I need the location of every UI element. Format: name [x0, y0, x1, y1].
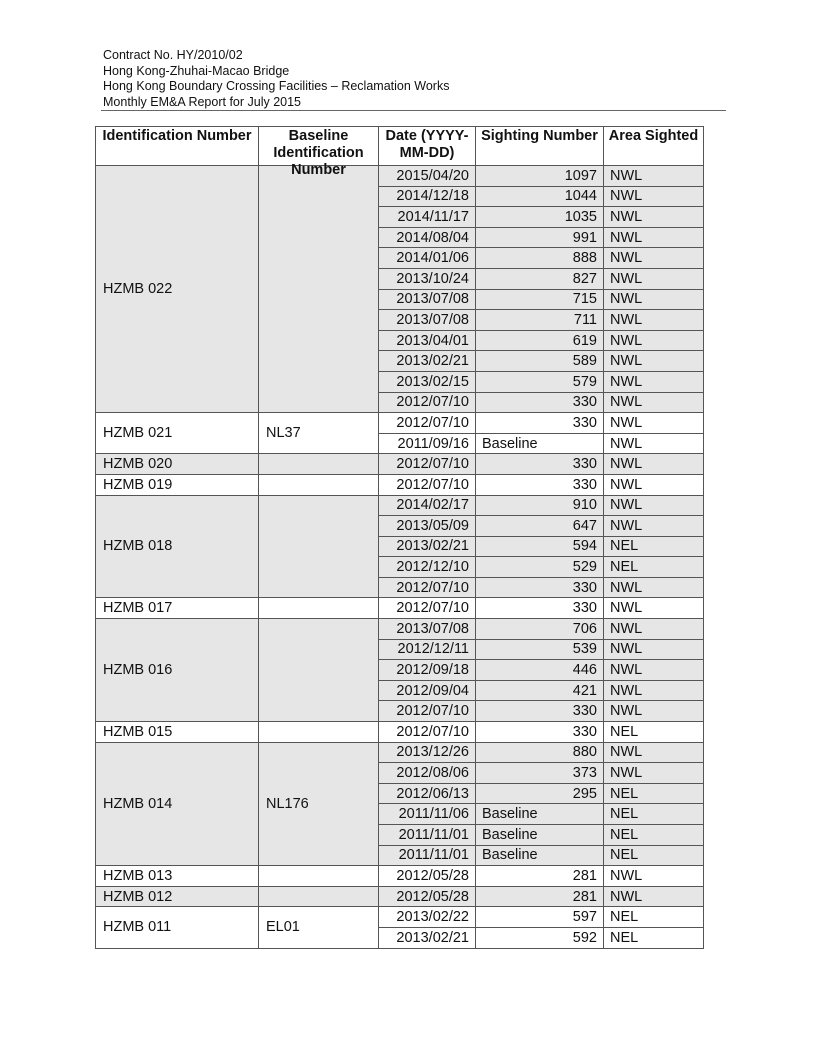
sighting-number-cell: 991 [476, 227, 604, 248]
sighting-number-cell: 647 [476, 516, 604, 537]
date-cell: 2011/11/06 [379, 804, 476, 825]
identification-number-cell: HZMB 015 [96, 722, 259, 743]
date-cell: 2013/05/09 [379, 516, 476, 537]
table-row [96, 413, 704, 434]
area-sighted-cell: NWL [604, 371, 704, 392]
area-sighted-cell: NWL [604, 474, 704, 495]
date-cell: 2012/07/10 [379, 413, 476, 434]
date-cell: 2014/01/06 [379, 248, 476, 269]
date-cell: 2012/07/10 [379, 722, 476, 743]
area-sighted-cell: NWL [604, 433, 704, 454]
identification-number-cell: HZMB 016 [96, 619, 259, 722]
area-sighted-cell: NWL [604, 495, 704, 516]
header-report-line: Monthly EM&A Report for July 2015 [103, 94, 302, 109]
table-row [96, 907, 704, 928]
date-cell: 2012/09/18 [379, 660, 476, 681]
table-row [96, 474, 704, 495]
area-sighted-cell: NWL [604, 268, 704, 289]
area-sighted-cell: NWL [604, 248, 704, 269]
date-cell: 2012/07/10 [379, 701, 476, 722]
date-cell: 2013/02/21 [379, 536, 476, 557]
area-sighted-cell: NWL [604, 742, 704, 763]
sighting-number-cell: 330 [476, 392, 604, 413]
baseline-identification-cell [259, 722, 379, 743]
area-sighted-cell: NEL [604, 907, 704, 928]
area-sighted-cell: NWL [604, 207, 704, 228]
table-row [96, 722, 704, 743]
baseline-identification-cell: NL37 [259, 413, 379, 454]
sighting-number-cell: 281 [476, 866, 604, 887]
sighting-number-cell: Baseline [476, 804, 604, 825]
sighting-number-cell: 330 [476, 413, 604, 434]
column-header-area-sighted: Area Sighted [604, 127, 704, 166]
table-row [96, 598, 704, 619]
date-cell: 2012/05/28 [379, 886, 476, 907]
date-cell: 2011/09/16 [379, 433, 476, 454]
sighting-number-cell: 330 [476, 474, 604, 495]
sighting-number-cell: 827 [476, 268, 604, 289]
sighting-number-cell: 330 [476, 577, 604, 598]
identification-number-cell: HZMB 020 [96, 454, 259, 475]
area-sighted-cell: NEL [604, 536, 704, 557]
column-header-baseline-identification: Baseline Identification Number [259, 127, 379, 166]
document-header [103, 48, 449, 110]
table-row [96, 495, 704, 516]
date-cell: 2013/12/26 [379, 742, 476, 763]
date-cell: 2011/11/01 [379, 825, 476, 846]
sighting-number-cell: 597 [476, 907, 604, 928]
date-cell: 2012/06/13 [379, 783, 476, 804]
area-sighted-cell: NWL [604, 866, 704, 887]
area-sighted-cell: NEL [604, 804, 704, 825]
date-cell: 2013/02/22 [379, 907, 476, 928]
area-sighted-cell: NEL [604, 557, 704, 578]
sighting-number-cell: 715 [476, 289, 604, 310]
area-sighted-cell: NWL [604, 289, 704, 310]
area-sighted-cell: NWL [604, 886, 704, 907]
table-row [96, 454, 704, 475]
identification-number-cell: HZMB 019 [96, 474, 259, 495]
sighting-number-cell: 330 [476, 722, 604, 743]
area-sighted-cell: NWL [604, 186, 704, 207]
date-cell: 2013/02/21 [379, 927, 476, 948]
date-cell: 2012/05/28 [379, 866, 476, 887]
baseline-identification-cell [259, 886, 379, 907]
area-sighted-cell: NWL [604, 680, 704, 701]
sighting-number-cell: 330 [476, 598, 604, 619]
table-row [96, 886, 704, 907]
baseline-identification-cell [259, 454, 379, 475]
area-sighted-cell: NWL [604, 660, 704, 681]
date-cell: 2012/08/06 [379, 763, 476, 784]
area-sighted-cell: NWL [604, 701, 704, 722]
sighting-number-cell: 1044 [476, 186, 604, 207]
area-sighted-cell: NWL [604, 392, 704, 413]
column-header-identification-number: Identification Number [96, 127, 259, 166]
baseline-identification-cell [259, 474, 379, 495]
date-cell: 2014/12/18 [379, 186, 476, 207]
sighting-number-cell: 888 [476, 248, 604, 269]
identification-number-cell: HZMB 022 [96, 166, 259, 413]
date-cell: 2012/09/04 [379, 680, 476, 701]
baseline-identification-cell: NL176 [259, 742, 379, 866]
date-cell: 2013/07/08 [379, 619, 476, 640]
sighting-number-cell: 529 [476, 557, 604, 578]
area-sighted-cell: NWL [604, 619, 704, 640]
sighting-number-cell: 706 [476, 619, 604, 640]
identification-number-cell: HZMB 013 [96, 866, 259, 887]
column-header-date: Date (YYYY-MM-DD) [379, 127, 476, 166]
area-sighted-cell: NEL [604, 845, 704, 866]
sighting-number-cell: 330 [476, 454, 604, 475]
sighting-number-cell: 446 [476, 660, 604, 681]
sighting-number-cell: 880 [476, 742, 604, 763]
baseline-identification-cell [259, 598, 379, 619]
date-cell: 2013/02/21 [379, 351, 476, 372]
sighting-number-cell: 910 [476, 495, 604, 516]
date-cell: 2012/07/10 [379, 577, 476, 598]
area-sighted-cell: NWL [604, 413, 704, 434]
area-sighted-cell: NWL [604, 166, 704, 187]
sighting-number-cell: 330 [476, 701, 604, 722]
sighting-number-cell: Baseline [476, 845, 604, 866]
date-cell: 2012/07/10 [379, 392, 476, 413]
identification-number-cell: HZMB 012 [96, 886, 259, 907]
dolphin-sighting-table [95, 126, 704, 949]
header-divider [101, 110, 726, 111]
sighting-number-cell: 373 [476, 763, 604, 784]
sighting-number-cell: 589 [476, 351, 604, 372]
area-sighted-cell: NWL [604, 763, 704, 784]
sighting-number-cell: 711 [476, 310, 604, 331]
table-body [96, 166, 704, 949]
sighting-number-cell: 594 [476, 536, 604, 557]
table-row [96, 742, 704, 763]
sighting-number-cell: 1035 [476, 207, 604, 228]
baseline-identification-cell: EL01 [259, 907, 379, 948]
date-cell: 2012/07/10 [379, 454, 476, 475]
area-sighted-cell: NWL [604, 577, 704, 598]
area-sighted-cell: NEL [604, 783, 704, 804]
sighting-number-cell: Baseline [476, 433, 604, 454]
table-row [96, 866, 704, 887]
area-sighted-cell: NEL [604, 927, 704, 948]
table-header-row [96, 127, 704, 166]
sighting-number-cell: 295 [476, 783, 604, 804]
date-cell: 2012/12/10 [379, 557, 476, 578]
identification-number-cell: HZMB 011 [96, 907, 259, 948]
area-sighted-cell: NEL [604, 825, 704, 846]
area-sighted-cell: NEL [604, 722, 704, 743]
area-sighted-cell: NWL [604, 639, 704, 660]
table-row [96, 619, 704, 640]
date-cell: 2012/07/10 [379, 598, 476, 619]
header-facility-line: Hong Kong Boundary Crossing Facilities – Reclamation Works [103, 79, 450, 93]
identification-number-cell: HZMB 014 [96, 742, 259, 866]
sighting-number-cell: 281 [476, 886, 604, 907]
area-sighted-cell: NWL [604, 310, 704, 331]
date-cell: 2013/02/15 [379, 371, 476, 392]
identification-number-cell: HZMB 021 [96, 413, 259, 454]
date-cell: 2011/11/01 [379, 845, 476, 866]
area-sighted-cell: NWL [604, 598, 704, 619]
sighting-number-cell: 592 [476, 927, 604, 948]
header-contract-line: Contract No. HY/2010/02 [103, 48, 243, 62]
header-project-line: Hong Kong-Zhuhai-Macao Bridge [103, 63, 290, 78]
area-sighted-cell: NWL [604, 330, 704, 351]
date-cell: 2013/10/24 [379, 268, 476, 289]
date-cell: 2015/04/20 [379, 166, 476, 187]
baseline-identification-cell [259, 866, 379, 887]
identification-number-cell: HZMB 018 [96, 495, 259, 598]
baseline-identification-cell [259, 619, 379, 722]
sighting-number-cell: 579 [476, 371, 604, 392]
area-sighted-cell: NWL [604, 227, 704, 248]
table-row [96, 166, 704, 187]
area-sighted-cell: NWL [604, 454, 704, 475]
sighting-number-cell: Baseline [476, 825, 604, 846]
area-sighted-cell: NWL [604, 516, 704, 537]
identification-number-cell: HZMB 017 [96, 598, 259, 619]
date-cell: 2013/07/08 [379, 310, 476, 331]
date-cell: 2012/07/10 [379, 474, 476, 495]
date-cell: 2014/11/17 [379, 207, 476, 228]
date-cell: 2014/02/17 [379, 495, 476, 516]
sighting-number-cell: 619 [476, 330, 604, 351]
baseline-identification-cell [259, 166, 379, 413]
sighting-number-cell: 539 [476, 639, 604, 660]
sighting-number-cell: 1097 [476, 166, 604, 187]
date-cell: 2013/04/01 [379, 330, 476, 351]
area-sighted-cell: NWL [604, 351, 704, 372]
date-cell: 2014/08/04 [379, 227, 476, 248]
sighting-number-cell: 421 [476, 680, 604, 701]
column-header-sighting-number: Sighting Number [476, 127, 604, 166]
date-cell: 2013/07/08 [379, 289, 476, 310]
date-cell: 2012/12/11 [379, 639, 476, 660]
baseline-identification-cell [259, 495, 379, 598]
